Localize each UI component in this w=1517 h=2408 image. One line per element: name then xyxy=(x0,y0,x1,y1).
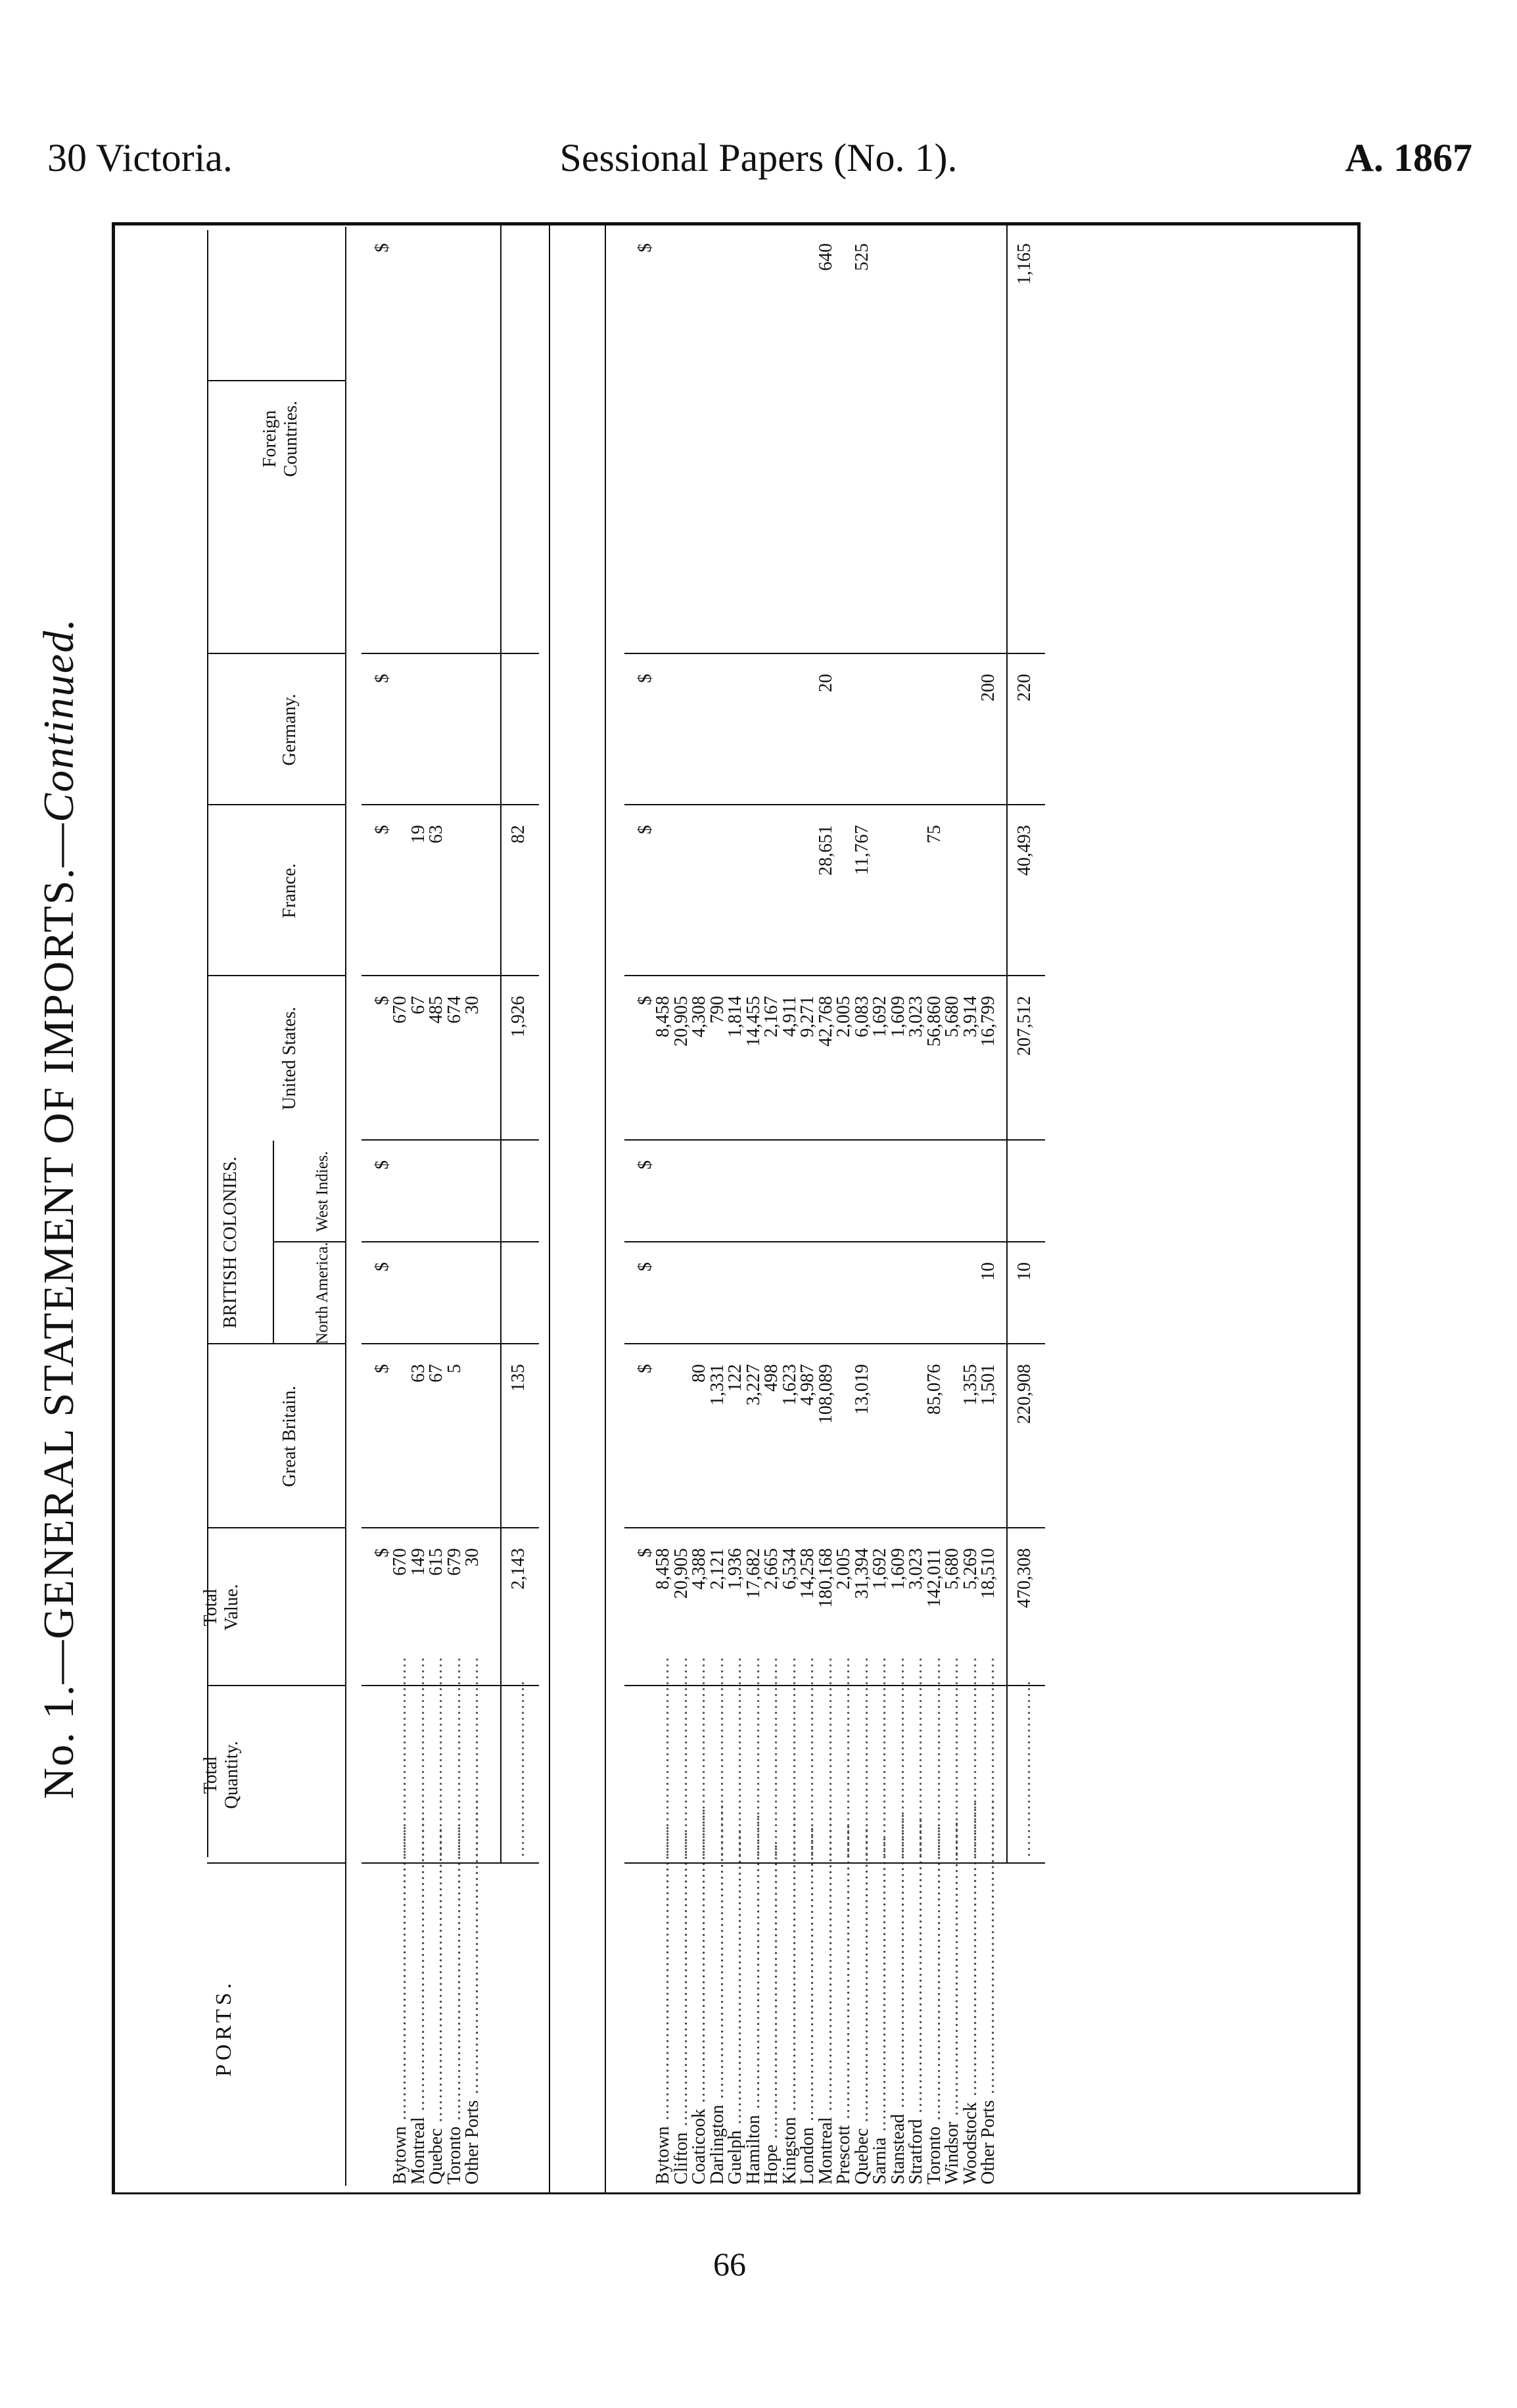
quantity-leader: .................................. xyxy=(426,1656,446,1857)
quantity-leader: .................................. xyxy=(462,1656,482,1857)
column-header-british-colonies: BRITISH COLONIES. xyxy=(220,1156,241,1329)
header-bottom-rule xyxy=(345,227,346,2186)
dollar-sign: $ xyxy=(634,996,655,1005)
body-divider xyxy=(362,1685,539,1686)
port-name xyxy=(797,1825,818,2184)
leader-dots: .................................................. xyxy=(743,1813,764,2115)
port-label: Hope xyxy=(761,2144,782,2184)
dollar-sign: $ xyxy=(371,243,392,252)
column-header-united-states: United States. xyxy=(279,1006,300,1110)
cell-foreign: 640 xyxy=(815,243,836,271)
dollar-sign: $ xyxy=(371,1262,392,1271)
cell-us: 3,023 xyxy=(906,996,926,1037)
quantity-leader: .................................. xyxy=(923,1656,945,1857)
cell-value: 30 xyxy=(462,1548,482,1567)
port-name xyxy=(725,1828,745,2184)
port-name xyxy=(887,1812,908,2184)
cell-us: 67 xyxy=(408,996,429,1014)
cell-value: 149 xyxy=(408,1548,429,1576)
dollar-sign: $ xyxy=(371,674,392,683)
section-separator xyxy=(549,224,550,2192)
column-divider xyxy=(207,804,345,805)
port-label: Other Ports xyxy=(462,2100,482,2184)
leader-dots: .................................................. xyxy=(462,1798,482,2100)
leader-dots: .................................................. xyxy=(653,1824,673,2127)
column-divider xyxy=(207,975,345,976)
document-title xyxy=(26,222,92,2194)
body-divider xyxy=(624,1241,1045,1242)
dollar-sign: $ xyxy=(634,1262,655,1271)
port-label: Clifton xyxy=(670,2132,691,2184)
quantity-leader: .................................. xyxy=(887,1656,908,1857)
quantity-leader: .................................. xyxy=(942,1656,962,1857)
leader-dots: .................................................. xyxy=(833,1823,854,2125)
quantity-leader: .................................. xyxy=(761,1656,782,1857)
cell-gb: 108,089 xyxy=(815,1364,836,1424)
total-germany: 220 xyxy=(1014,674,1035,701)
quantity-leader: .................................. xyxy=(743,1656,764,1857)
section-separator-lower xyxy=(605,224,606,2192)
dollar-sign: $ xyxy=(634,1160,655,1169)
quantity-leader: .................................. xyxy=(833,1656,854,1857)
quantity-leader: .................................. xyxy=(707,1656,728,1857)
cell-us: 14,455 xyxy=(743,996,764,1047)
body-divider xyxy=(362,1241,539,1242)
cell-value: 8,458 xyxy=(653,1548,673,1590)
quantity-leader: .................................. xyxy=(390,1656,410,1857)
running-header-center: Sessional Papers (No. 1). xyxy=(559,136,958,179)
running-header-left: 30 Victoria. xyxy=(47,136,233,179)
quantity-leader: .................................. xyxy=(408,1656,429,1857)
cell-gb: 63 xyxy=(408,1364,429,1382)
cell-us: 4,308 xyxy=(689,996,709,1037)
cell-value: 615 xyxy=(426,1548,446,1576)
cell-us: 1,609 xyxy=(887,996,908,1037)
quantity-leader: .................................. xyxy=(670,1656,691,1857)
port-label: Toronto xyxy=(923,2126,945,2184)
port-label: Bytown xyxy=(390,2126,410,2184)
port-label: Windsor xyxy=(942,2121,962,2184)
body-divider xyxy=(624,975,1045,976)
port-label: London xyxy=(797,2127,818,2184)
leader-dots: .................................................. xyxy=(797,1825,818,2127)
body-divider xyxy=(624,804,1045,805)
port-label: Bytown xyxy=(653,2126,673,2184)
leader-dots: .................................................. xyxy=(815,1815,836,2117)
quantity-leader: .................................. xyxy=(725,1656,745,1857)
port-name xyxy=(444,1824,465,2184)
port-name xyxy=(462,1798,482,2184)
total-france: 82 xyxy=(508,825,528,843)
cell-france: 75 xyxy=(923,825,945,843)
dollar-sign: $ xyxy=(371,996,392,1005)
port-name xyxy=(779,1815,800,2184)
column-header-great-britain: Great Britain. xyxy=(279,1386,300,1487)
total-us: 1,926 xyxy=(508,996,528,1037)
port-name xyxy=(390,1824,410,2184)
cell-value: 5,269 xyxy=(960,1548,981,1590)
port-name xyxy=(960,1800,981,2184)
cell-us: 670 xyxy=(390,996,410,1024)
dollar-sign: $ xyxy=(634,825,655,834)
cell-us: 485 xyxy=(426,996,446,1024)
totals-rule xyxy=(500,224,502,1864)
port-name xyxy=(653,1824,673,2184)
quantity-leader: .................................. xyxy=(870,1656,890,1857)
port-label: Coaticook xyxy=(689,2108,709,2184)
totals-rule xyxy=(1006,224,1008,1864)
cell-gb: 4,987 xyxy=(797,1364,818,1405)
dollar-sign: $ xyxy=(634,1548,655,1557)
leader-dots: .................................................. xyxy=(390,1824,410,2127)
total-foreign: 1,165 xyxy=(1014,243,1035,285)
cell-value: 3,023 xyxy=(906,1548,926,1590)
total-na: 10 xyxy=(1014,1262,1035,1281)
leader-dots: .................................................. xyxy=(408,1815,429,2117)
port-name xyxy=(426,1826,446,2184)
imports-table xyxy=(112,222,1361,2194)
quantity-leader: .................................. xyxy=(960,1656,981,1857)
port-label: Prescott xyxy=(833,2125,854,2184)
cell-us: 674 xyxy=(444,996,465,1024)
dollar-sign: $ xyxy=(634,1364,655,1373)
cell-us: 1,692 xyxy=(870,996,890,1037)
port-label: Stratford xyxy=(906,2119,926,2184)
cell-us: 3,914 xyxy=(960,996,981,1037)
port-name xyxy=(408,1815,429,2184)
cell-value: 17,682 xyxy=(743,1548,764,1599)
cell-gb: 85,076 xyxy=(923,1364,945,1415)
cell-us: 42,768 xyxy=(815,996,836,1047)
port-label: Quebec xyxy=(851,2128,872,2184)
port-label: Montreal xyxy=(815,2117,836,2184)
port-label: Darlington xyxy=(707,2104,728,2184)
cell-value: 5,680 xyxy=(942,1548,962,1590)
total-gb: 220,908 xyxy=(1014,1364,1035,1424)
quantity-leader: .................................. xyxy=(444,1656,465,1857)
leader-dots: .................................................. xyxy=(725,1828,745,2131)
cell-gb: 3,227 xyxy=(743,1364,764,1405)
cell-gb: 1,623 xyxy=(779,1364,800,1405)
column-header-france: France. xyxy=(279,863,300,918)
port-name xyxy=(815,1815,836,2184)
port-name xyxy=(870,1835,890,2184)
port-name xyxy=(978,1798,998,2184)
leader-dots: .................................................. xyxy=(689,1806,709,2109)
body-divider xyxy=(624,1527,1045,1528)
page-number: 66 xyxy=(713,2246,746,2282)
port-name xyxy=(833,1823,854,2184)
cell-value: 1,609 xyxy=(887,1548,908,1590)
cell-gb: 1,331 xyxy=(707,1364,728,1405)
dollar-sign: $ xyxy=(371,1364,392,1373)
cell-value: 4,388 xyxy=(689,1548,709,1590)
running-header-right: A. 1867 xyxy=(1345,136,1472,179)
cell-value: 14,258 xyxy=(797,1548,818,1599)
quantity-leader: .................................. xyxy=(978,1656,998,1857)
quantity-leader: .................................. xyxy=(906,1656,926,1857)
body-divider xyxy=(362,1139,539,1141)
cell-us: 16,799 xyxy=(978,996,998,1047)
cell-us: 1,814 xyxy=(725,996,745,1037)
total-value: 2,143 xyxy=(508,1548,528,1590)
cell-value: 2,005 xyxy=(833,1548,854,1590)
cell-value: 18,510 xyxy=(978,1548,998,1599)
port-name xyxy=(670,1830,691,2184)
leader-dots: .................................................. xyxy=(887,1812,908,2114)
quantity-leader: .................................. xyxy=(851,1656,872,1857)
cell-value: 142,011 xyxy=(923,1548,945,1607)
port-name xyxy=(923,1824,945,2184)
cell-value: 1,692 xyxy=(870,1548,890,1590)
leader-dots: .................................................. xyxy=(444,1824,465,2127)
rotated-table-stage xyxy=(26,222,1433,2194)
quantity-leader: .................................. xyxy=(797,1656,818,1857)
cell-value: 6,534 xyxy=(779,1548,800,1590)
cell-value: 2,121 xyxy=(707,1548,728,1590)
dollar-sign: $ xyxy=(634,674,655,683)
dollar-sign: $ xyxy=(371,1548,392,1557)
cell-us: 2,005 xyxy=(833,996,854,1037)
leader-dots: .................................................. xyxy=(779,1815,800,2117)
totals-leader: .............................. xyxy=(508,1680,528,1857)
cell-gb: 67 xyxy=(426,1364,446,1382)
cell-gb: 1,501 xyxy=(978,1364,998,1405)
column-header-total-value: Total Value. xyxy=(200,1584,242,1631)
cell-france: 11,767 xyxy=(851,825,872,875)
total-value: 470,308 xyxy=(1014,1548,1035,1608)
leader-dots: .................................................. xyxy=(923,1824,945,2127)
quantity-leader: .................................. xyxy=(689,1656,709,1857)
body-divider xyxy=(624,1862,1045,1864)
body-divider xyxy=(624,653,1045,654)
leader-dots: .................................................. xyxy=(906,1817,926,2119)
column-header-north-america: North America. xyxy=(314,1242,331,1344)
cell-value: 31,394 xyxy=(851,1548,872,1599)
cell-france: 28,651 xyxy=(815,825,836,876)
port-label: Montreal xyxy=(408,2117,429,2184)
cell-us: 5,680 xyxy=(942,996,962,1037)
cell-gb: 5 xyxy=(444,1364,465,1373)
port-label: Woodstock xyxy=(960,2102,981,2184)
cell-us: 790 xyxy=(707,996,728,1024)
cell-value: 180,168 xyxy=(815,1548,836,1608)
port-name xyxy=(906,1817,926,2184)
port-name xyxy=(942,1820,962,2184)
leader-dots: .................................................. xyxy=(426,1826,446,2129)
cell-us: 30 xyxy=(462,996,482,1014)
cell-us: 6,083 xyxy=(851,996,872,1037)
body-divider xyxy=(624,1139,1045,1141)
cell-us: 56,860 xyxy=(923,996,945,1047)
subcolumn-divider xyxy=(273,1241,345,1242)
leader-dots: .................................................. xyxy=(670,1830,691,2133)
cell-gb: 1,355 xyxy=(960,1364,981,1405)
leader-dots: .................................................. xyxy=(870,1835,890,2138)
total-gb: 135 xyxy=(508,1364,528,1392)
quantity-leader: .................................. xyxy=(779,1656,800,1857)
cell-gb: 498 xyxy=(761,1364,782,1392)
total-france: 40,493 xyxy=(1014,825,1035,876)
cell-us: 8,458 xyxy=(653,996,673,1037)
dollar-sign: $ xyxy=(371,1160,392,1169)
cell-us: 20,905 xyxy=(670,996,691,1047)
dollar-sign: $ xyxy=(371,825,392,834)
cell-value: 2,665 xyxy=(761,1548,782,1590)
port-label: Other Ports xyxy=(978,2100,998,2184)
cell-value: 20,905 xyxy=(670,1548,691,1599)
port-name xyxy=(689,1806,709,2184)
total-us: 207,512 xyxy=(1014,996,1035,1056)
port-label: Toronto xyxy=(444,2126,465,2184)
quantity-leader: .................................. xyxy=(653,1656,673,1857)
port-name xyxy=(743,1813,764,2184)
column-header-foreign-countries: Foreign Countries. xyxy=(260,400,301,477)
port-name xyxy=(707,1803,728,2184)
title-main: No. 1.—GENERAL STATEMENT OF IMPORTS.— xyxy=(35,822,83,1799)
cell-france: 19 xyxy=(408,825,429,843)
cell-foreign: 525 xyxy=(851,243,872,271)
quantity-leader: .................................. xyxy=(815,1656,836,1857)
port-label: Guelph xyxy=(725,2130,745,2184)
column-header-total-quantity: Total Quantity. xyxy=(200,1741,242,1809)
port-label: Sarnia xyxy=(870,2137,890,2184)
cell-germany: 20 xyxy=(815,674,836,692)
body-divider xyxy=(362,975,539,976)
column-header-west-indies: West Indies. xyxy=(314,1151,331,1232)
leader-dots: .................................................. xyxy=(960,1800,981,2102)
body-divider xyxy=(362,804,539,805)
leader-dots: .................................................. xyxy=(978,1798,998,2100)
port-label: Stanstead xyxy=(887,2113,908,2184)
body-divider xyxy=(362,653,539,654)
body-divider xyxy=(624,1685,1045,1686)
body-divider xyxy=(362,1343,539,1344)
cell-us: 9,271 xyxy=(797,996,818,1037)
body-divider xyxy=(362,1527,539,1528)
cell-value: 670 xyxy=(390,1548,410,1576)
port-label: Kingston xyxy=(779,2117,800,2184)
cell-gb: 13,019 xyxy=(851,1364,872,1415)
colonies-rule xyxy=(273,1141,274,1344)
leader-dots: .................................................. xyxy=(707,1803,728,2105)
cell-value: 1,936 xyxy=(725,1548,745,1590)
port-label: Quebec xyxy=(426,2128,446,2184)
title-continued: Continued. xyxy=(35,617,83,822)
port-name xyxy=(851,1826,872,2184)
cell-gb: 122 xyxy=(725,1364,745,1392)
cell-na: 10 xyxy=(978,1262,998,1281)
totals-leader: .............................. xyxy=(1014,1680,1035,1857)
column-header-germany: Germany. xyxy=(279,694,300,766)
cell-value: 679 xyxy=(444,1548,465,1576)
cell-france: 63 xyxy=(426,825,446,843)
column-header-ports: PORTS. xyxy=(212,1979,236,2077)
cell-germany: 200 xyxy=(978,674,998,701)
port-label: Hamilton xyxy=(743,2115,764,2184)
leader-dots: .................................................. xyxy=(851,1826,872,2129)
leader-dots: .................................................. xyxy=(761,1843,782,2145)
cell-us: 4,911 xyxy=(779,996,800,1037)
cell-us: 2,167 xyxy=(761,996,782,1037)
body-divider xyxy=(362,1862,539,1864)
body-divider xyxy=(624,1343,1045,1344)
cell-gb: 80 xyxy=(689,1364,709,1382)
leader-dots: .................................................. xyxy=(942,1820,962,2122)
dollar-sign: $ xyxy=(634,243,655,252)
port-name xyxy=(761,1843,782,2184)
